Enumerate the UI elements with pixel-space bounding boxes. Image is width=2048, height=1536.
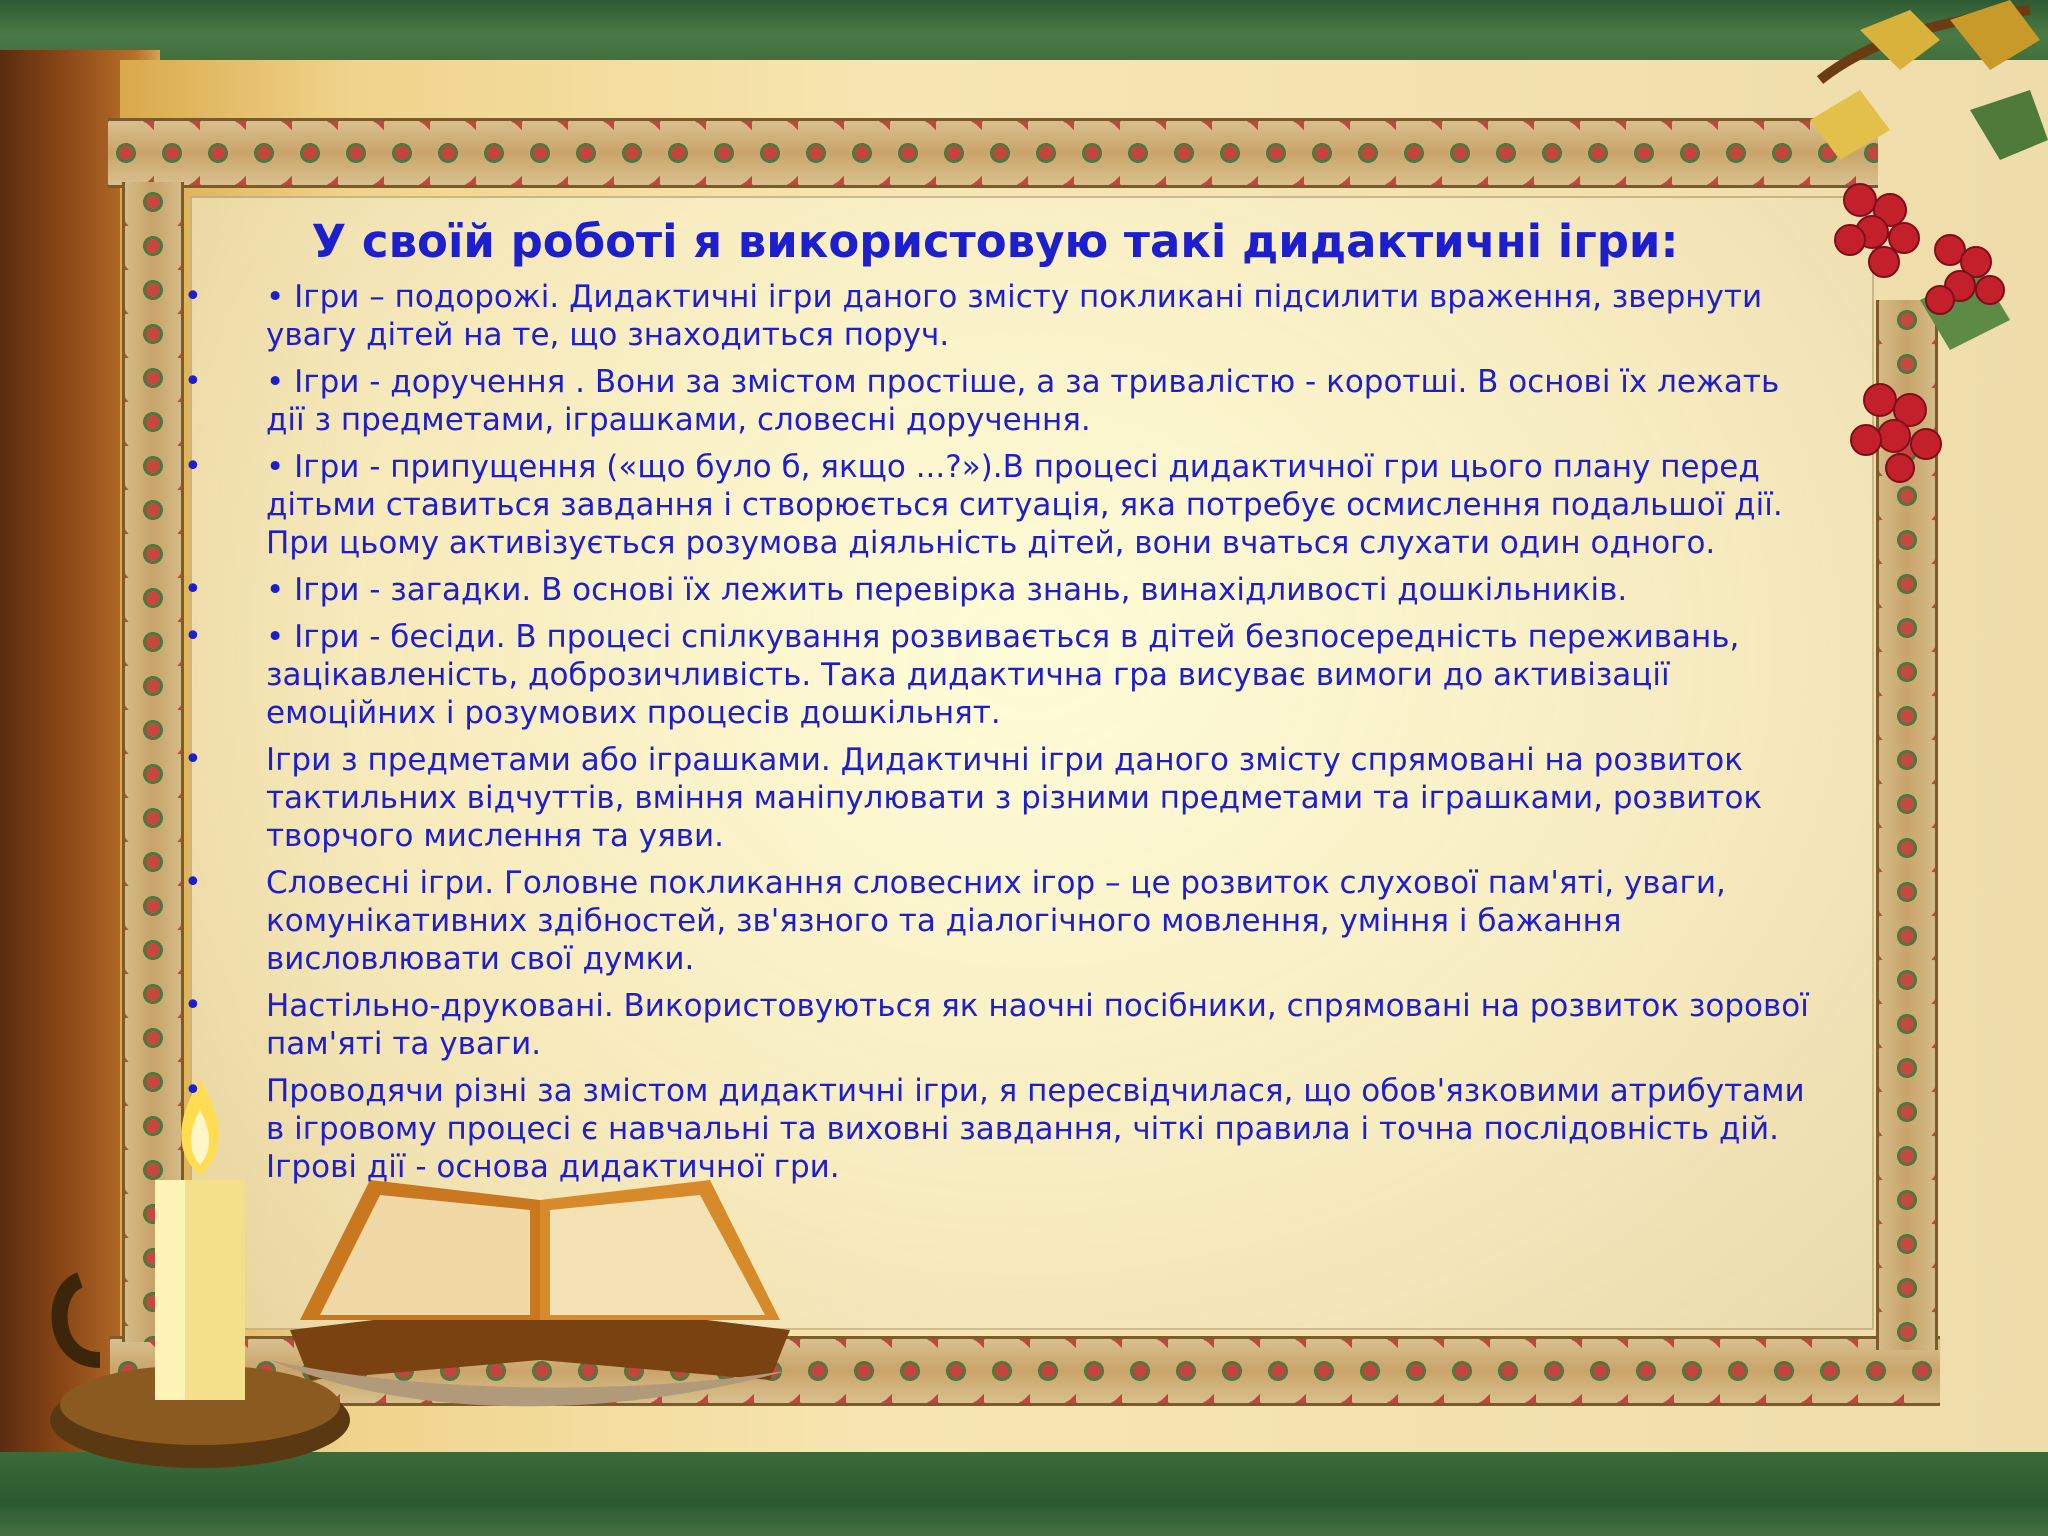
- list-item-text: Словесні ігри. Головне покликання словесних ігор – це розвиток слухової пам'яті, уваги, комунікативних здібностей, зв'язного та діалогічного мовлення, уміння і бажання висловлювати свої думки.: [266, 865, 1726, 977]
- game-list: [170, 278, 1820, 1186]
- list-item-text: Ігри з предметами або іграшками. Дидактичні ігри даного змісту спрямовані на розвиток тактильних відчуттів, вміння маніпулювати з різними предметами та іграшками, розвиток творчого мислення та уяви.: [266, 742, 1763, 854]
- list-item: [170, 987, 1820, 1063]
- list-item: [170, 448, 1820, 562]
- list-item: [170, 1072, 1820, 1186]
- list-item: [170, 571, 1820, 609]
- ornament-top: [108, 118, 1878, 188]
- slide-title: У своїй роботі я використовую такі дидактичні ігри:: [311, 215, 1679, 268]
- list-item-text: • Ігри - доручення . Вони за змістом простіше, а за тривалістю - коротші. В основі їх лежать дії з предметами, іграшками, словесні доручення.: [266, 364, 1780, 438]
- bullet-icon: •: [184, 742, 202, 777]
- list-item-text: Настільно-друковані. Використовуються як наочні посібники, спрямовані на розвиток зорової пам'яті та уваги.: [266, 988, 1809, 1062]
- list-item-text: • Ігри - припущення («що було б, якщо ...?»).В процесі дидактичної гри цього плану перед дітьми ставиться завдання і створюється ситуація, яка потребує осмислення подальшої дії. При цьому активізується розумова діяльність дітей, вони вчаться слухати один одного.: [266, 449, 1783, 561]
- bullet-icon: •: [184, 619, 202, 654]
- list-item: [170, 864, 1820, 978]
- bullet-icon: •: [184, 865, 202, 900]
- bullet-icon: •: [184, 364, 202, 399]
- list-item: [170, 741, 1820, 855]
- list-item-text: • Ігри - бесіди. В процесі спілкування розвивається в дітей безпосередність переживань, зацікавленість, доброзичливість. Така дидактична гра висуває вимоги до активізації емоційних і розумових процесів дошкільнят.: [266, 619, 1740, 731]
- bullet-icon: •: [184, 988, 202, 1023]
- bullet-icon: •: [184, 572, 202, 607]
- list-item-text: • Ігри - загадки. В основі їх лежить перевірка знань, винахідливості дошкільників.: [266, 572, 1628, 608]
- viburnum-berries-icon: [1800, 0, 2048, 520]
- bullet-icon: •: [184, 279, 202, 314]
- bullet-icon: •: [184, 1073, 202, 1108]
- list-item: [170, 278, 1820, 354]
- list-item: [170, 618, 1820, 732]
- list-item-text: Проводячи різні за змістом дидактичні ігри, я пересвідчилася, що обов'язковими атрибутами в ігровому процесі є навчальні та виховні завдання, чіткі правила і точна послідовність дій. Ігрові дії - основа дидактичної гри.: [266, 1073, 1805, 1185]
- list-item: [170, 363, 1820, 439]
- bullet-icon: •: [184, 449, 202, 484]
- list-item-text: • Ігри – подорожі. Дидактичні ігри даного змісту покликані підсилити враження, звернути увагу дітей на те, що знаходиться поруч.: [266, 279, 1763, 353]
- slide-content: [170, 212, 1820, 1212]
